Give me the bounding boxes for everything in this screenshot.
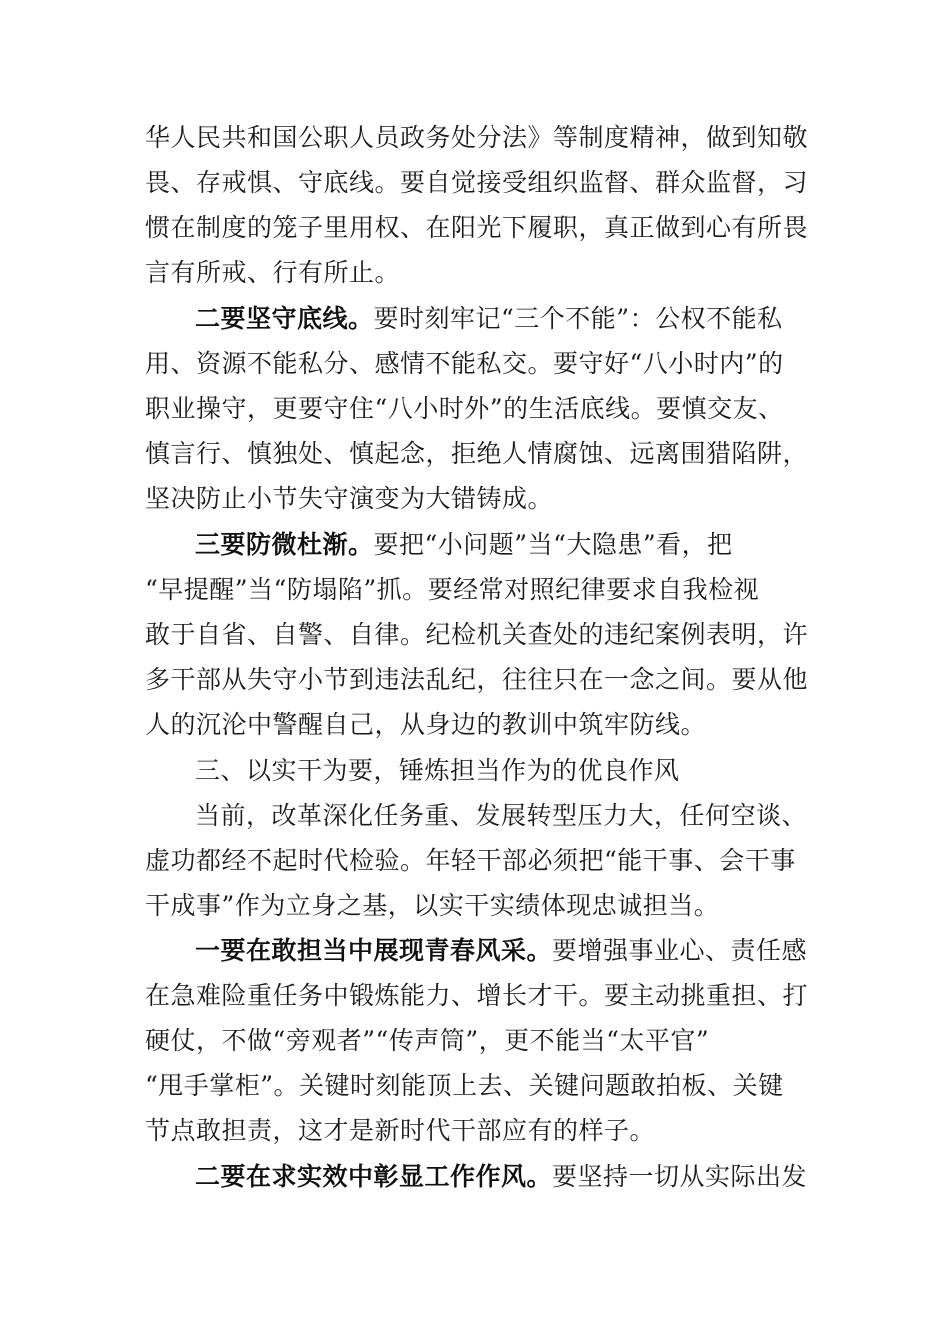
text-line: 坚决防止小节失守演变为大错铸成。 (145, 484, 554, 513)
text-line: 惯在制度的笼子里用权、在阳光下履职，真正做到心有所畏 (145, 213, 809, 242)
paragraph-first-line: 当前，改革深化任务重、发展转型压力大，任何空谈、 (195, 801, 808, 830)
subsection-point-2-heading: 二要在求实效中彰显工作作风。要坚持一切从实际出发 (195, 1162, 808, 1191)
text-line: 干成事”作为立身之基，以实干实绩体现忠诚担当。 (145, 891, 720, 920)
text-line: 多干部从失守小节到违法乱纪，往往只在一念之间。要从他 (145, 665, 809, 694)
text-line: “甩手掌柜”。关键时刻能顶上去、关键问题敢拍板、关键 (145, 1071, 784, 1100)
text-line: 在急难险重任务中锻炼能力、增长才干。要主动挑重担、打 (145, 981, 809, 1010)
section-point-3-heading: 三要防微杜渐。要把“小问题”当“大隐患”看，把 (195, 530, 733, 559)
text-line: 华人民共和国公职人员政务处分法》等制度精神，做到知敬 (145, 123, 809, 152)
bold-lead: 一要在敢担当中展现青春风采。 (195, 936, 553, 965)
bold-lead: 三要防微杜渐。 (195, 530, 374, 559)
text-line: 职业操守，更要守住“八小时外”的生活底线。要慎交友、 (145, 394, 784, 423)
section-point-2-heading: 二要坚守底线。要时刻牢记“三个不能”：公权不能私 (195, 304, 783, 333)
subsection-point-1-heading: 一要在敢担当中展现青春风采。要增强事业心、责任感 (195, 936, 808, 965)
text-line: “早提醒”当“防塌陷”抓。要经常对照纪律要求自我检视 (145, 575, 760, 604)
section-heading-3: 三、以实干为要，锤炼担当作为的优良作风 (195, 756, 680, 785)
text-line: 言有所戒、行有所止。 (145, 258, 401, 287)
text-line: 畏、存戒惧、守底线。要自觉接受组织监督、群众监督，习 (145, 168, 809, 197)
text-line: 硬仗，不做“旁观者”“传声筒”，更不能当“太平官” (145, 1026, 710, 1055)
text-line: 敢于自省、自警、自律。纪检机关查处的违纪案例表明，许 (145, 620, 809, 649)
text-line: 虚功都经不起时代检验。年轻干部必须把“能干事、会干事 (145, 846, 796, 875)
bold-lead: 二要在求实效中彰显工作作风。 (195, 1162, 553, 1191)
bold-lead: 二要坚守底线。 (195, 304, 374, 333)
text-line: 节点敢担责，这才是新时代干部应有的样子。 (145, 1116, 656, 1145)
text-line: 用、资源不能私分、感情不能私交。要守好“八小时内”的 (145, 349, 784, 378)
text-line: 慎言行、慎独处、慎起念，拒绝人情腐蚀、远离围猎陷阱， (145, 439, 809, 468)
text-line: 人的沉沦中警醒自己，从身边的教训中筑牢防线。 (145, 710, 707, 739)
